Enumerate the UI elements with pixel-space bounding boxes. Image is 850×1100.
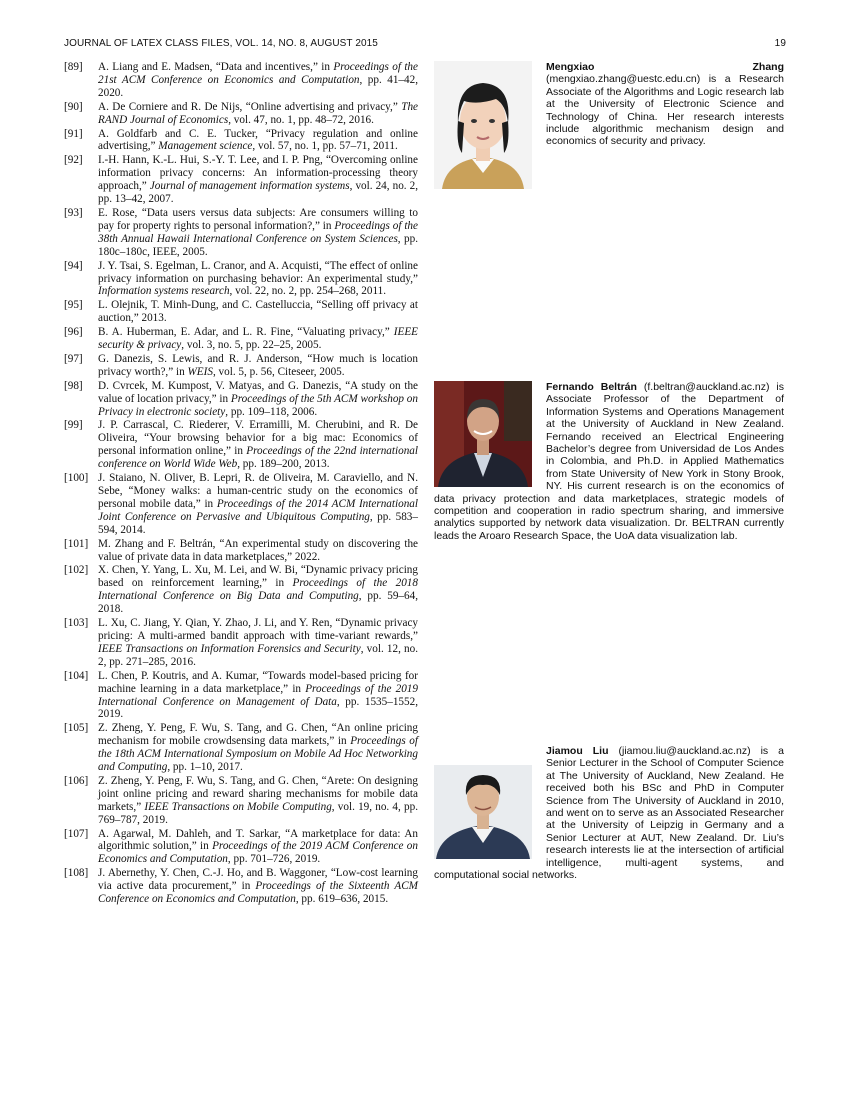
author-photo-zhang <box>434 61 532 189</box>
reference-item <box>64 353 418 379</box>
author-name-liu: Jiamou Liu <box>546 745 609 757</box>
reference-number: [101] <box>64 537 89 550</box>
reference-number: [107] <box>64 827 89 840</box>
reference-text: Z. Zheng, Y. Peng, F. Wu, S. Tang, and G. Chen, “Arete: On designing joint online pricing and reward sharing mechanisms for mobile data markets,” IEEE Transactions on Mobile Computing, vol. 19, no. 4, pp. 769–787, 2019. <box>98 774 418 826</box>
reference-number: [89] <box>64 61 83 73</box>
reference-item <box>64 867 418 906</box>
reference-item <box>64 828 418 867</box>
reference-number: [93] <box>64 206 83 219</box>
author-bio-liu <box>434 745 784 881</box>
reference-text: I.-H. Hann, K.-L. Hui, S.-Y. T. Lee, and I. P. Png, “Overcoming online information privacy concerns: An information-processing theory approach,” Journal of management information systems, vol. 24, no. 2, pp. 13–42, 2007. <box>98 154 419 206</box>
reference-text: J. Abernethy, Y. Chen, C.-J. Ho, and B. Waggoner, “Low-cost learning via active data procurement,” in Proceedings of the Sixteenth ACM Conference on Economics and Computation, pp. 619–636, 2015. <box>98 867 418 906</box>
reference-item <box>64 617 418 669</box>
reference-item <box>64 538 418 564</box>
reference-item <box>64 101 418 127</box>
reference-text: L. Chen, P. Koutris, and A. Kumar, “Towards model-based pricing for machine learning in a data marketplace,” in Proceedings of the 2019 International Conference on Management of Data, pp. 1535–1552, 2019. <box>98 669 418 721</box>
page-number: 19 <box>774 38 786 49</box>
reference-text: A. Goldfarb and C. E. Tucker, “Privacy regulation and online advertising,” Management science, vol. 57, no. 1, pp. 57–71, 2011. <box>98 127 418 153</box>
reference-item <box>64 260 418 299</box>
reference-number: [103] <box>64 617 89 630</box>
author-name-beltran: Fernando Beltrán <box>546 381 637 393</box>
reference-number: [108] <box>64 867 89 880</box>
bio-body-liu: (jiamou.liu@auckland.ac.nz) is a Senior Lecturer in the School of Computer Science at The University of Auckland, New Zealand. He received both his BSc and PhD in Computer Science from The University of Auckland in 2010, and went on to serve as an Associated Researcher at the University of Leipzig in Germany and a Senior Lecturer at AUT, New Zealand. Dr. Liu’s research interests lie at the intersection of artificial intelligence, multi-agent systems, and computational social networks. <box>434 745 784 882</box>
reference-item <box>64 564 418 616</box>
reference-item <box>64 775 418 827</box>
reference-number: [105] <box>64 722 89 735</box>
reference-text: A. De Corniere and R. De Nijs, “Online advertising and privacy,” The RAND Journal of Economics, vol. 47, no. 1, pp. 48–72, 2016. <box>98 100 418 126</box>
reference-item <box>64 722 418 774</box>
author-photo-liu <box>434 765 532 859</box>
bio-body-beltran: (f.beltran@auckland.ac.nz) is Associate Professor of the Department of Information Systems and Operations Management at the University of Auckland in New Zealand. Fernando received an Electrical Engineering Bachelor’s degree from Universidad de Los Andes in Colombia, and Ph.D. in Applied Mathematics from State University of New York in Stony Brook, NY. His current research is on the economics of data privacy protection and data marketplaces, strategic models of competition and cooperation in radio spectrum sharing, and immersive analytics supported by network data visualization. Dr. BELTRAN currently leads the Aroaro Research Space, the UoA data visualization lab. <box>434 381 784 542</box>
reference-number: [96] <box>64 326 83 339</box>
reference-number: [100] <box>64 472 89 485</box>
journal-title: JOURNAL OF LATEX CLASS FILES, VOL. 14, NO. 8, AUGUST 2015 <box>64 38 378 49</box>
author-bio-zhang <box>434 61 784 191</box>
reference-number: [92] <box>64 154 83 167</box>
reference-number: [102] <box>64 564 89 577</box>
page-header <box>64 38 786 52</box>
reference-text: Z. Zheng, Y. Peng, F. Wu, S. Tang, and G. Chen, “An online pricing mechanism for mobile crowdsensing data markets,” in Proceedings of the 18th ACM International Symposium on Mobile Ad Hoc Networking and Computing, pp. 1–10, 2017. <box>98 722 418 774</box>
reference-text: G. Danezis, S. Lewis, and R. J. Anderson, “How much is location privacy worth?,” in WEIS, vol. 5, p. 56, Citeseer, 2005. <box>98 352 418 378</box>
reference-text: A. Liang and E. Madsen, “Data and incentives,” in Proceedings of the 21st ACM Conference on Economics and Computation, pp. 41–42, 2020. <box>98 61 418 99</box>
reference-number: [104] <box>64 669 89 682</box>
reference-number: [94] <box>64 259 83 272</box>
reference-item <box>64 472 418 537</box>
reference-item <box>64 670 418 722</box>
bio-body-zhang: (mengxiao.zhang@uestc.edu.cn) is a Research Associate of the Algorithms and Logic research lab at the University of Electronic Science and Technology of China. Her research interests include algorithmic mechanism design and economics of security and privacy. <box>546 73 784 148</box>
reference-item <box>64 154 418 206</box>
reference-text: J. Y. Tsai, S. Egelman, L. Cranor, and A. Acquisti, “The effect of online privacy information on purchasing behavior: An experimental study,” Information systems research, vol. 22, no. 2, pp. 254–268, 2011. <box>98 259 418 298</box>
reference-text: X. Chen, Y. Yang, L. Xu, M. Lei, and W. Bi, “Dynamic privacy pricing based on reinforcement learning,” in Proceedings of the 2018 International Conference on Big Data and Computing, pp. 59–64, 2018. <box>98 564 418 616</box>
reference-item <box>64 380 418 419</box>
reference-item <box>64 61 418 100</box>
author-bio-beltran <box>434 381 784 542</box>
reference-number: [91] <box>64 127 83 140</box>
reference-text: J. P. Carrascal, C. Riederer, V. Erramilli, M. Cherubini, and R. De Oliveira, “Your browsing behavior for a big mac: Economics of personal information online,” in Proceedings of the 22nd international conference on World Wide Web, pp. 189–200, 2013. <box>98 419 418 471</box>
reference-text: B. A. Huberman, E. Adar, and L. R. Fine, “Valuating privacy,” IEEE security & privacy, vol. 3, no. 5, pp. 22–25, 2005. <box>98 326 418 352</box>
reference-item <box>64 419 418 471</box>
reference-text: L. Xu, C. Jiang, Y. Qian, Y. Zhao, J. Li, and Y. Ren, “Dynamic privacy pricing: A multi-armed bandit approach with time-variant rewards,” IEEE Transactions on Information Forensics and Security, vol. 12, no. 2, pp. 271–285, 2016. <box>98 617 418 668</box>
author-photo-beltran <box>434 381 532 487</box>
reference-number: [97] <box>64 352 83 365</box>
reference-text: M. Zhang and F. Beltrán, “An experimental study on discovering the value of private data in data marketplaces,” 2022. <box>98 537 418 563</box>
reference-item <box>64 299 418 325</box>
reference-number: [99] <box>64 419 83 432</box>
reference-text: D. Cvrcek, M. Kumpost, V. Matyas, and G. Danezis, “A study on the value of location privacy,” in Proceedings of the 5th ACM workshop on Privacy in electronic society, pp. 109–118, 2006. <box>98 379 418 418</box>
reference-number: [90] <box>64 100 83 113</box>
reference-text: E. Rose, “Data users versus data subjects: Are consumers willing to pay for property rights to personal information?,” in Proceedings of the 38th Annual Hawaii International Conference on System Sciences, pp. 180c–180c, IEEE, 2005. <box>98 206 418 258</box>
reference-text: J. Staiano, N. Oliver, B. Lepri, R. de Oliveira, M. Caraviello, and N. Sebe, “Money walks: a human-centric study on the economics of personal mobile data,” in Proceedings of the 2014 ACM International Joint Conference on Pervasive and Ubiquitous Computing, pp. 583–594, 2014. <box>98 472 419 536</box>
reference-text: L. Olejnik, T. Minh-Dung, and C. Castelluccia, “Selling off privacy at auction,” 2013. <box>98 299 418 325</box>
reference-item <box>64 128 418 154</box>
reference-number: [106] <box>64 774 89 787</box>
reference-text: A. Agarwal, M. Dahleh, and T. Sarkar, “A marketplace for data: An algorithmic solution,” in Proceedings of the 2019 ACM Conference on Economics and Computation, pp. 701–726, 2019. <box>98 827 418 866</box>
reference-item <box>64 207 418 259</box>
reference-item <box>64 326 418 352</box>
author-name-zhang: Mengxiao Zhang <box>546 61 784 73</box>
reference-number: [98] <box>64 379 83 392</box>
reference-number: [95] <box>64 299 83 312</box>
reference-list <box>64 61 418 907</box>
